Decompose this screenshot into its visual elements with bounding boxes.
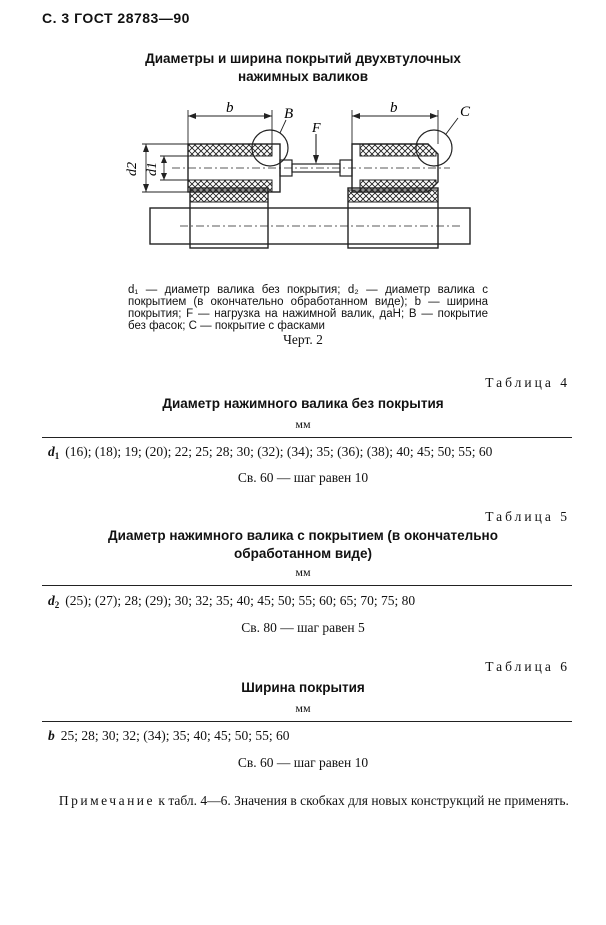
table4-step-note: Св. 60 — шаг равен 10 <box>237 470 369 485</box>
table6-step-note: Св. 60 — шаг равен 10 <box>237 755 369 770</box>
figure-title <box>0 50 606 86</box>
table6-symbol: b <box>48 728 55 743</box>
label-d2: d2 <box>125 162 140 176</box>
table4-values-row <box>48 444 492 461</box>
label-F: F <box>312 121 321 136</box>
label-b-left: b <box>226 100 234 116</box>
table5-title-line2: обработанном виде) <box>234 546 372 561</box>
table4-title: Диаметр нажимного валика без покрытия <box>162 396 444 411</box>
table6-values-row <box>48 728 290 744</box>
table4-label: Таблица 4 <box>485 375 570 390</box>
figure-title-line1: Диаметры и ширина покрытий двухвтулочных <box>145 51 461 66</box>
label-C: C <box>460 104 471 120</box>
footnote <box>42 793 572 809</box>
footnote-lead: Примечание <box>58 793 156 808</box>
coating-b <box>188 144 272 156</box>
table4-symbol: $d_1$ <box>48 444 60 461</box>
footnote-text: к табл. 4—6. Значения в скобках для новых конструкций не применять. <box>158 793 569 808</box>
table5-title-line1: Диаметр нажимного валика с покрытием (в окончательно <box>108 528 498 543</box>
label-B: B <box>284 106 294 122</box>
table6-values: 25; 28; 30; 32; (34); 35; 40; 45; 50; 55; 60 <box>60 728 290 743</box>
roller-drawing <box>120 100 480 260</box>
figure-legend: d₁ — диаметр валика без покрытия; d₂ — диаметр валика с покрытием (в окончательно обработанном виде); b — ширина покрытия; F — нагрузка на нажимной валик, даН; B — покрытие без фасок; C — покрытие с фасками <box>128 284 488 332</box>
table6-label: Таблица 6 <box>485 659 570 674</box>
table6-title: Ширина покрытия <box>241 680 365 695</box>
table4-unit: мм <box>295 417 311 431</box>
label-b-right: b <box>390 100 398 116</box>
table5-unit: мм <box>295 565 311 579</box>
page-header: С. 3 ГОСТ 28783—90 <box>42 10 190 26</box>
table4-rule <box>42 437 572 438</box>
table5-rule <box>42 585 572 586</box>
table5-values: (25); (27); 28; (29); 30; 32; 35; 40; 45; 50; 55; 60; 65; 70; 75; 80 <box>65 593 416 608</box>
table6-unit: мм <box>295 701 311 715</box>
table4-values: (16); (18); 19; (20); 22; 25; 28; 30; (32); (34); 35; (36); (38); 40; 45; 50; 55; 60 <box>65 444 493 459</box>
table5-symbol: $d_2$ <box>48 593 60 610</box>
label-d1: d1 <box>145 162 160 176</box>
table5-step-note: Св. 80 — шаг равен 5 <box>241 620 365 635</box>
table6-rule <box>42 721 572 722</box>
table5-values-row <box>48 593 415 610</box>
figure-title-line2: нажимных валиков <box>237 69 369 84</box>
table5-label: Таблица 5 <box>485 509 570 524</box>
coating-c <box>360 144 436 156</box>
figure-caption: Черт. 2 <box>283 332 323 347</box>
table5-title <box>0 527 606 563</box>
